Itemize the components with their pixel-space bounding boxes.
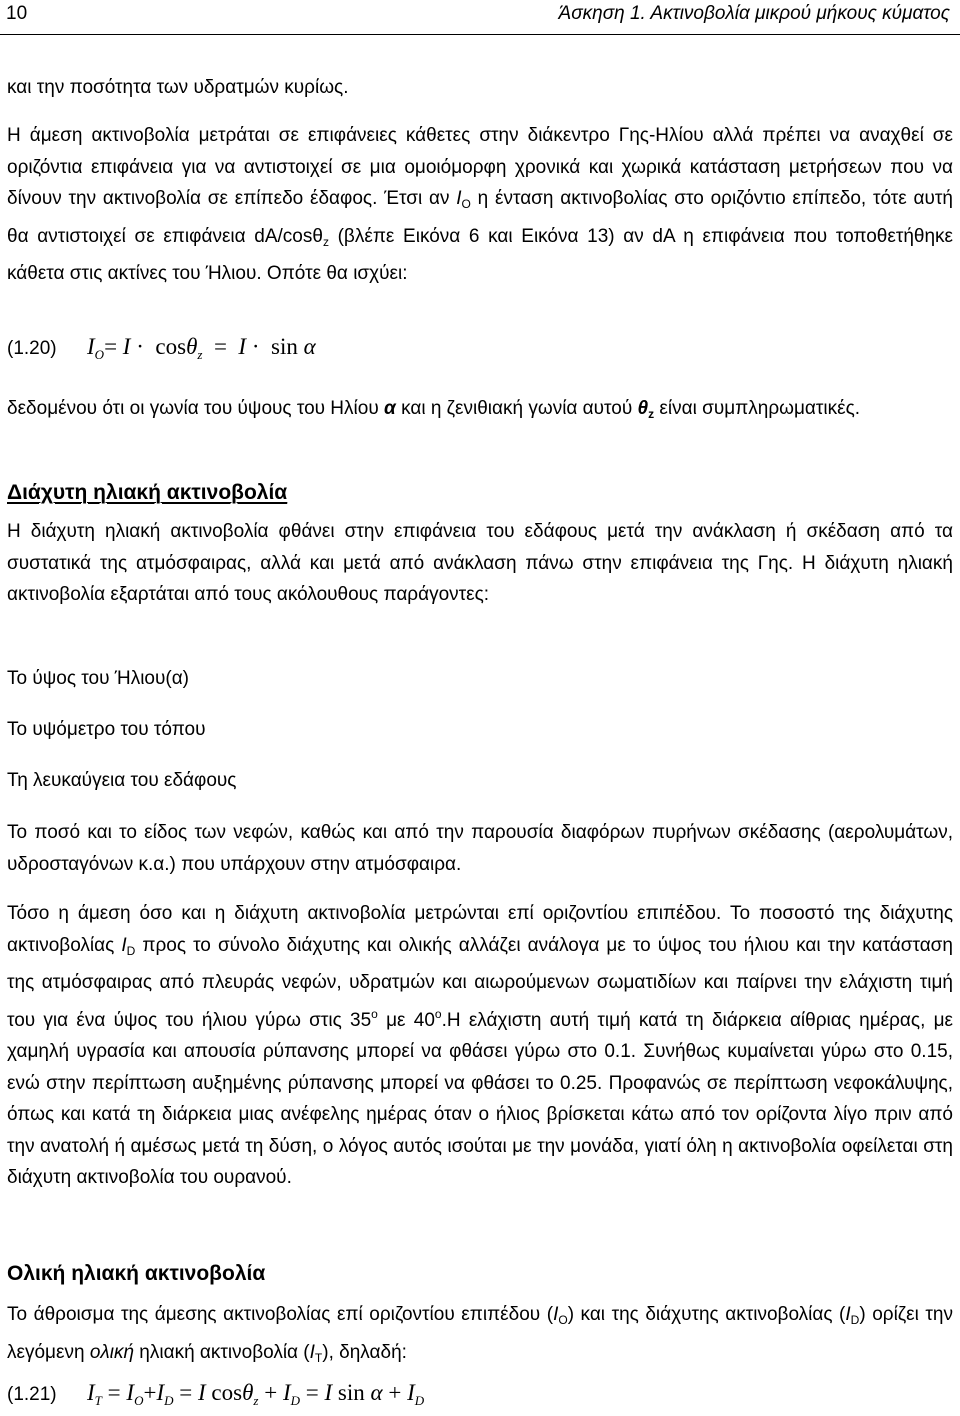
factor-item-4: Το ποσό και το είδος των νεφών, καθώς και από την παρουσία διαφόρων πυρήνων σκέδασης (αερολυμάτων, υδροσταγόνων κ.α.) που υπάρχουν στην ατμόσφαιρα. (7, 822, 953, 875)
diffuse-ratio-paragraph: Τόσο η άμεση όσο και η διάχυτη ακτινοβολία μετρώνται επί οριζοντίου επιπέδου. Το ποσοστό της διάχυτης ακτινοβολίας $I_D$ προς το σύνολο διάχυτης και ολικής αλλάζει ανάλογα με το ύψος του ήλιου και την κατάσταση της ατμόσφαιρας από πλευράς νεφών, υδρατμών και αιωρούμενων σωματιδίων και παίρνει την ελάχιστη τιμή του για ένα ύψος του ήλιου γύρω στις $35^o$ με $40^o.H$ ελάχιστη αυτή τιμή κατά τη διάρκεια αίθριας ημέρας, με χαμηλή υγρασία και απουσία ρύπανσης μπορεί να φθάσει γύρω στο 0.1. Συνήθως κυμαίνεται γύρω στο 0.15, ενώ στην περίπτωση αυξημένης ρύπανσης μπορεί να φθάσει το 0.25. Προφανώς σε περίπτωση νεφοκάλυψης, όπως και κατά τη διάρκεια μιας ανέφελης ημέρας όταν ο ήλιος βρίσκεται κάτω από τον ορίζοντα λίγο πριν από την ανατολή ή αμέσως μετά τη δύση, ο λόγος αυτός ισούται με την μονάδα, γιατί όλη η ακτινοβολία οφείλεται στη διάχυτη ακτινοβολία του ουρανού. (7, 903, 954, 1188)
equation-1-21: (1.21) $I_T = I_O+I_D = I$ $\cos\theta_z + I_D = I$ $\sin \alpha + I_D$ (7, 1380, 425, 1408)
factor-item-3: Τη λευκαύγεια του εδάφους (7, 770, 237, 791)
direct-radiation-paragraph: Η άμεση ακτινοβολία μετράται σε επιφάνειες κάθετες στην διάκεντρο Γης-Ηλίου αλλά πρέπει να αναχθεί σε οριζόντια επιφάνεια για να αντιστοιχεί σε μια ομοιόμορφη χρονικά και χωρικά κατάσταση μετρήσεων που να δίνουν την ακτινοβολία σε επίπεδο έδαφος. Έτσι αν $I_O$ η ένταση ακτινοβολίας στο οριζόντιο επίπεδο, τότε αυτή θα αντιστοιχεί σε επιφάνεια dA/cosθ$_z$ (βλέπε Εικόνα 6 και Εικόνα 13) αν dA η επιφάνεια που τοποθετήθηκε κάθετα στις ακτίνες του Ήλιου. Οπότε θα ισχύει: (7, 125, 953, 284)
factor-item-2: Το υψόμετρο του τόπου (7, 719, 206, 740)
section-heading-total: Ολική ηλιακή ακτινοβολία (7, 1262, 266, 1285)
equation-1-20: (1.20) $I_O= I \cdot \cos\theta_z = I \cdot \sin \alpha$ (7, 334, 316, 362)
intro-paragraph: και την ποσότητα των υδρατμών κυρίως. (7, 77, 349, 98)
diffuse-paragraph: Η διάχυτη ηλιακή ακτινοβολία φθάνει στην επιφάνεια του εδάφους μετά την ανάκλαση ή σκέδαση από τα συστατικά της ατμόσφαιρας, αλλά και μετά από ανάκλαση πάνω στην επιφάνεια της Γης. Η διάχυτη ηλιακή ακτινοβολία εξαρτάται από τους ακόλουθους παράγοντες: (7, 521, 953, 605)
factor-item-1: Το ύψος του Ήλιου(α) (7, 668, 190, 689)
equation-label: (1.21) (7, 1384, 57, 1405)
page-number: 10 (6, 3, 28, 24)
angles-paragraph: δεδομένου ότι οι γωνία του ύψους του Ηλίου α και η ζενιθιακή γωνία αυτού $\theta_z$ είναι συμπληρωματικές. (7, 398, 861, 421)
page-header (0, 0, 960, 35)
running-title: Άσκηση 1. Ακτινοβολία μικρού μήκους κύματος (558, 3, 950, 24)
total-paragraph: Το άθροισμα της άμεσης ακτινοβολίας επί οριζοντίου επιπέδου $(I_O)$ και της διάχυτης ακτινοβολίας $(I_D)$ ορίζει την λεγόμενη ολική ηλιακή ακτινοβολία $(I_T)$, δηλαδή: (7, 1304, 953, 1365)
section-heading-diffuse: Διάχυτη ηλιακή ακτινοβολία (7, 481, 288, 504)
equation-label: (1.20) (7, 338, 57, 359)
